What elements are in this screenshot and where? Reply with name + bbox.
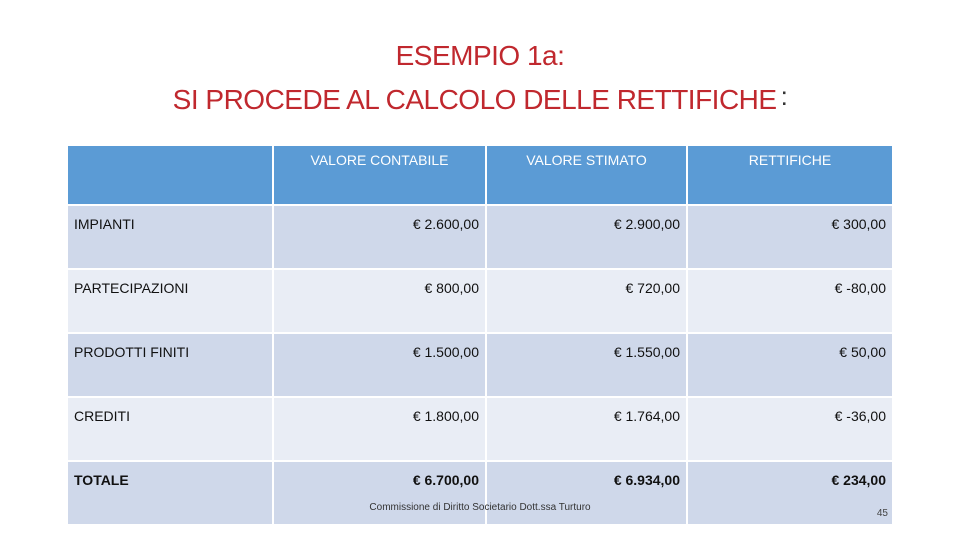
cell-valore-contabile: € 800,00 [273,269,486,333]
header-rettifiche: RETTIFICHE [687,145,893,205]
cell-valore-contabile: € 6.700,00 [273,461,486,525]
header-valore-stimato: VALORE STIMATO [486,145,687,205]
table-row [67,205,893,269]
cell-valore-stimato: € 2.900,00 [486,205,687,269]
footer-text: Commissione di Diritto Societario Dott.ssa Turturo [369,502,591,513]
cell-valore-contabile: € 1.500,00 [273,333,486,397]
slide-title-text: SI PROCEDE AL CALCOLO DELLE RETTIFICHE [172,84,777,115]
row-label: IMPIANTI [67,205,273,269]
table-row [67,397,893,461]
cell-rettifiche: € -80,00 [687,269,893,333]
slide-footer [0,502,960,513]
table-row-total [67,461,893,525]
header-empty [67,145,273,205]
row-label: CREDITI [67,397,273,461]
cell-valore-stimato: € 1.550,00 [486,333,687,397]
slide-title-line2 [0,81,960,116]
cell-rettifiche: € 234,00 [687,461,893,525]
cell-rettifiche: € -36,00 [687,397,893,461]
cell-rettifiche: € 300,00 [687,205,893,269]
rettifiche-table [66,144,894,526]
header-valore-contabile: VALORE CONTABILE [273,145,486,205]
cell-valore-stimato: € 1.764,00 [486,397,687,461]
cell-rettifiche: € 50,00 [687,333,893,397]
row-label: PRODOTTI FINITI [67,333,273,397]
cell-valore-contabile: € 1.800,00 [273,397,486,461]
cell-valore-contabile: € 2.600,00 [273,205,486,269]
slide-title-line1: ESEMPIO 1a: [395,40,565,71]
table-row [67,269,893,333]
cell-valore-stimato: € 6.934,00 [486,461,687,525]
table-header-row [67,145,893,205]
page-number: 45 [876,508,888,519]
title-colon: : [780,81,788,111]
row-label: TOTALE [67,461,273,525]
row-label: PARTECIPAZIONI [67,269,273,333]
table-row [67,333,893,397]
cell-valore-stimato: € 720,00 [486,269,687,333]
